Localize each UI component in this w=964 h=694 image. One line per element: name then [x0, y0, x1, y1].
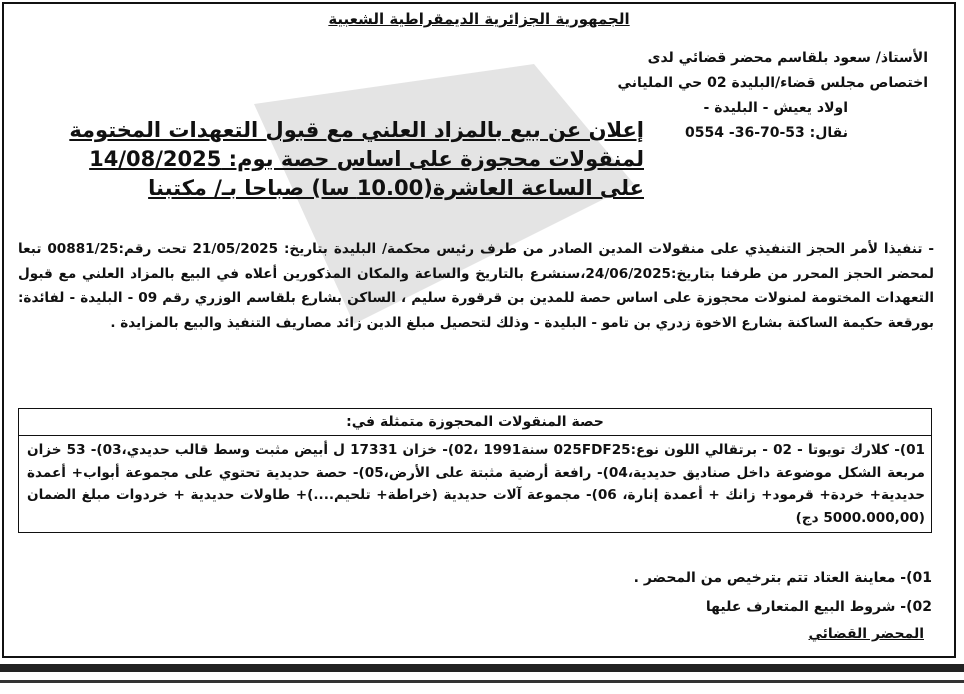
announcement-heading: [44, 116, 644, 203]
seized-items-title: حصة المنقولات المحجوزة متمثلة في:: [19, 409, 931, 436]
note-conditions: 02)- شروط البيع المتعارف عليها: [705, 599, 932, 615]
notes-section: [634, 564, 932, 622]
signature-label: المحضر القضائي: [808, 626, 924, 642]
officer-address-line: اولاد يعيش - البليدة -: [703, 100, 848, 116]
officer-jurisdiction-line: اختصاص مجلس قضاء/البليدة 02 حي الملياني: [617, 75, 928, 91]
document-header-title: الجمهورية الجزائرية الديمقراطية الشعبية: [328, 10, 630, 28]
seized-items-box: [18, 408, 932, 533]
bottom-line-divider: [0, 680, 964, 683]
seized-items-list: 01)- كلارك تويوتا - 02 - برتقالي اللون نوع:025FDF25 سنة1991 ،02)- خزان 17331 ل أبيض مثبت وسط قالب حديدي،03)- 53 خزان مربعة الشكل موضوعة داخل صناديق حديدية،04)- رافعة أرضية مثبتة على الأرض،05)- حصة حديدية تحتوي على مجموعة أبواب+ أعمدة حديدية+ خردة+ قرمود+ زانك + أعمدة إنارة، 06)- مجموعة آلات حديدية (خراطة+ تلحيم....)+ طاولات حديدية + خردوات مبلغ الضمان (5000.000,00 دج): [27, 442, 925, 526]
note-inspection: 01)- معاينة العتاد تتم بترخيص من المحضر .: [633, 570, 932, 586]
announcement-frame: [2, 2, 956, 658]
announcement-line-3: على الساعة العاشرة(10.00 سا) صباحا بـ/ مكتبنا: [148, 176, 644, 200]
officer-block: [618, 46, 928, 146]
announcement-line-1: إعلان عن بيع بالمزاد العلني مع قبول التعهدات المختومة: [69, 118, 644, 142]
bottom-bar-divider: [0, 664, 964, 672]
officer-phone-line: نقال: 53-70-36- 0554: [685, 125, 848, 141]
announcement-line-2: لمنقولات محجوزة على اساس حصة يوم: 14/08/2025: [89, 147, 644, 171]
body-paragraph: - تنفيذا لأمر الحجز التنفيذي على منقولات المدين الصادر من طرف رئيس محكمة/ البليدة بتاريخ: 21/05/2025 تحت رقم:00881/25 تبعا لمحضر الحجز المحرر من طرفنا بتاريخ:24/06/2025،سنشرع بالتاريخ والساعة والمكان المذكورين أعلاه في البيع بالمزاد العلني مع قبول التعهدات المختومة لمنولات محجوزة على اساس حصة للمدين بن قرقورة سليم ، الساكن بشارع بلقاسم الوزري رقم 09 - البليدة - لفائدة: بورقعة حكيمة الساكنة بشارع الاخوة زدري بن تامو - البليدة - وذلك لتحصيل مبلغ الدين زائد مصاريف التنفيذ والبيع بالمزايدة .: [18, 241, 935, 331]
officer-name-line: الأستاذ/ سعود بلقاسم محضر قضائي لدى: [647, 50, 928, 66]
